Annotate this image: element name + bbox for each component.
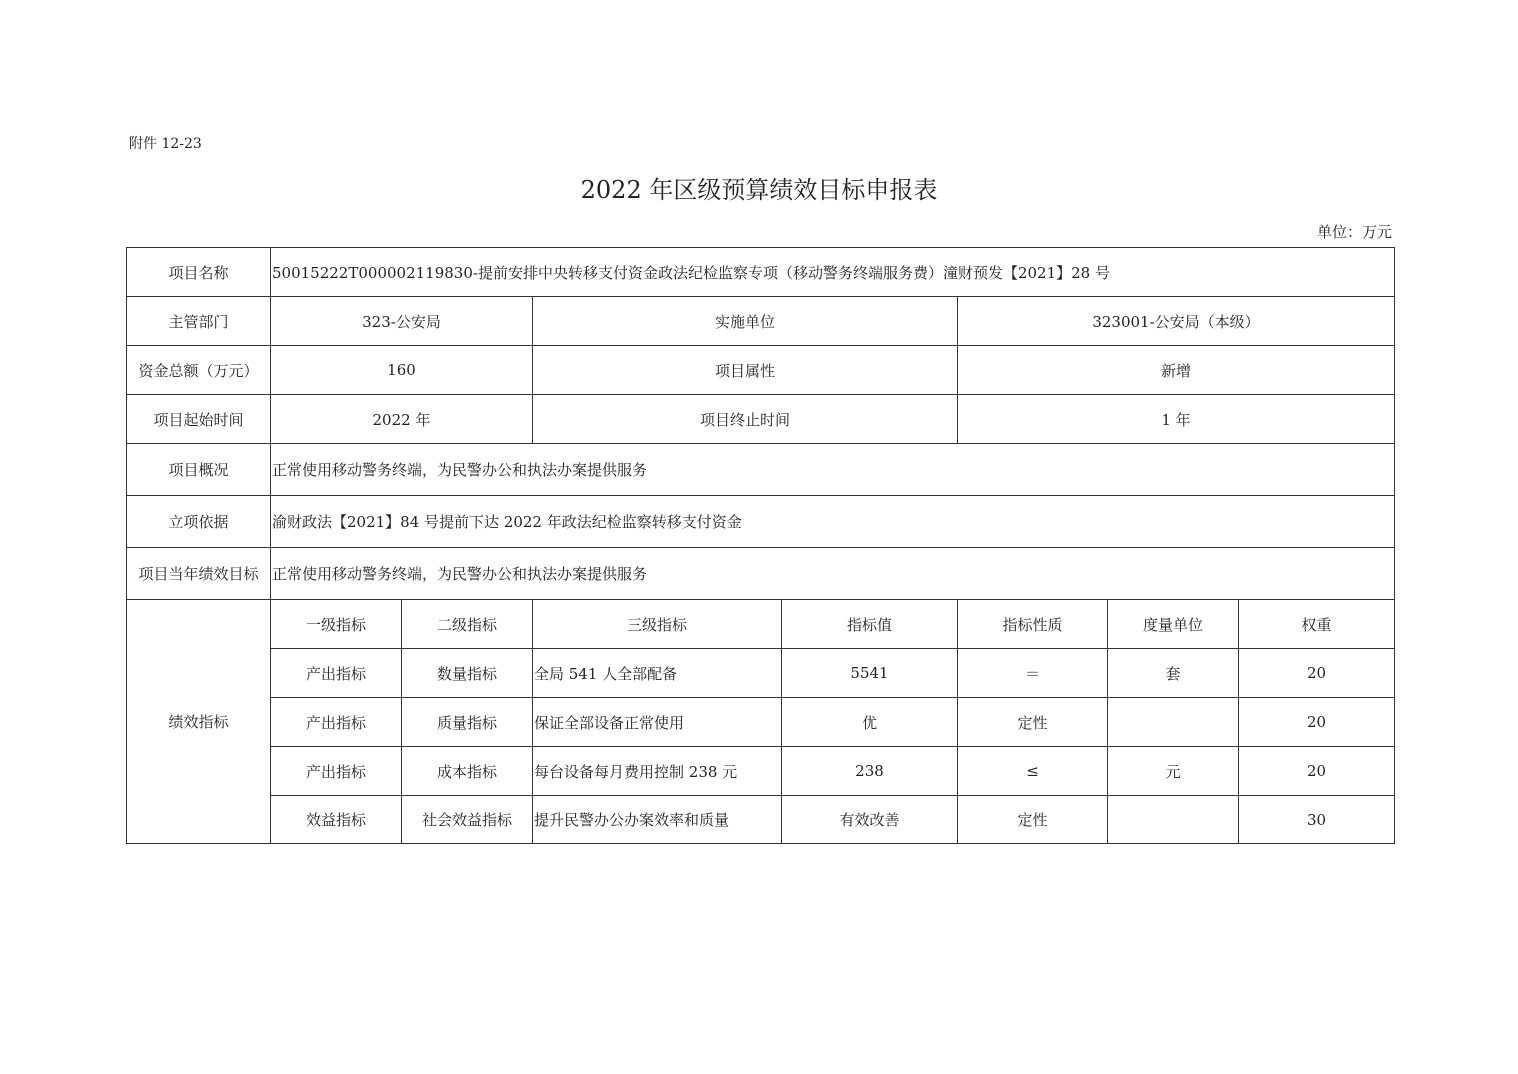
indicator-unit: 元 xyxy=(1108,747,1239,796)
overview-value: 正常使用移动警务终端，为民警办公和执法办案提供服务 xyxy=(271,444,1395,496)
performance-target-form xyxy=(126,247,1395,844)
indicator-header-row xyxy=(127,600,1395,649)
indicator-weight: 20 xyxy=(1239,698,1395,747)
indicator-weight: 20 xyxy=(1239,649,1395,698)
row-funds xyxy=(127,346,1395,395)
project-attribute-value: 新增 xyxy=(958,346,1395,395)
indicator-level2: 质量指标 xyxy=(402,698,533,747)
header-indicator-nature: 指标性质 xyxy=(958,600,1108,649)
indicator-nature: ＝ xyxy=(958,649,1108,698)
department-label: 主管部门 xyxy=(127,297,271,346)
total-funds-label: 资金总额（万元） xyxy=(127,346,271,395)
indicator-level2: 社会效益指标 xyxy=(402,796,533,844)
basis-value: 渝财政法【2021】84 号提前下达 2022 年政法纪检监察转移支付资金 xyxy=(271,496,1395,548)
indicator-row xyxy=(127,796,1395,844)
end-time-label: 项目终止时间 xyxy=(533,395,958,444)
indicator-value: 5541 xyxy=(782,649,958,698)
project-attribute-label: 项目属性 xyxy=(533,346,958,395)
indicator-level3: 全局 541 人全部配备 xyxy=(533,649,782,698)
indicator-weight: 20 xyxy=(1239,747,1395,796)
row-project-name xyxy=(127,248,1395,297)
header-indicator-value: 指标值 xyxy=(782,600,958,649)
project-name-label: 项目名称 xyxy=(127,248,271,297)
indicator-unit: 套 xyxy=(1108,649,1239,698)
row-department xyxy=(127,297,1395,346)
header-level2: 二级指标 xyxy=(402,600,533,649)
end-time-value: 1 年 xyxy=(958,395,1395,444)
header-level1: 一级指标 xyxy=(271,600,402,649)
indicator-level1: 产出指标 xyxy=(271,649,402,698)
annual-goal-value: 正常使用移动警务终端，为民警办公和执法办案提供服务 xyxy=(271,548,1395,600)
indicator-unit xyxy=(1108,796,1239,844)
row-basis xyxy=(127,496,1395,548)
project-name-value: 50015222T000002119830-提前安排中央转移支付资金政法纪检监察专项（移动警务终端服务费）潼财预发【2021】28 号 xyxy=(271,248,1395,297)
total-funds-value: 160 xyxy=(271,346,533,395)
indicator-value: 有效改善 xyxy=(782,796,958,844)
overview-label: 项目概况 xyxy=(127,444,271,496)
attachment-number: 附件 12-23 xyxy=(129,136,202,152)
page-title: 2022 年区级预算绩效目标申报表 xyxy=(580,176,938,204)
indicator-level1: 产出指标 xyxy=(271,698,402,747)
indicator-level3: 保证全部设备正常使用 xyxy=(533,698,782,747)
annual-goal-label: 项目当年绩效目标 xyxy=(127,548,271,600)
indicator-level1: 产出指标 xyxy=(271,747,402,796)
row-period xyxy=(127,395,1395,444)
indicator-row xyxy=(127,698,1395,747)
indicator-unit xyxy=(1108,698,1239,747)
implementing-unit-label: 实施单位 xyxy=(533,297,958,346)
row-overview xyxy=(127,444,1395,496)
indicator-level2: 成本指标 xyxy=(402,747,533,796)
indicator-level2: 数量指标 xyxy=(402,649,533,698)
department-value: 323-公安局 xyxy=(271,297,533,346)
indicator-level3: 每台设备每月费用控制 238 元 xyxy=(533,747,782,796)
implementing-unit-value: 323001-公安局（本级） xyxy=(958,297,1395,346)
indicator-level1: 效益指标 xyxy=(271,796,402,844)
indicator-level3: 提升民警办公办案效率和质量 xyxy=(533,796,782,844)
basis-label: 立项依据 xyxy=(127,496,271,548)
indicator-nature: ≤ xyxy=(958,747,1108,796)
indicator-value: 238 xyxy=(782,747,958,796)
start-time-label: 项目起始时间 xyxy=(127,395,271,444)
header-weight: 权重 xyxy=(1239,600,1395,649)
indicator-value: 优 xyxy=(782,698,958,747)
header-measure-unit: 度量单位 xyxy=(1108,600,1239,649)
indicator-row xyxy=(127,747,1395,796)
unit-label: 单位：万元 xyxy=(1316,223,1392,241)
indicators-section-label: 绩效指标 xyxy=(127,600,271,844)
indicator-nature: 定性 xyxy=(958,796,1108,844)
indicator-weight: 30 xyxy=(1239,796,1395,844)
start-time-value: 2022 年 xyxy=(271,395,533,444)
row-annual-goal xyxy=(127,548,1395,600)
header-level3: 三级指标 xyxy=(533,600,782,649)
indicator-nature: 定性 xyxy=(958,698,1108,747)
indicator-row xyxy=(127,649,1395,698)
